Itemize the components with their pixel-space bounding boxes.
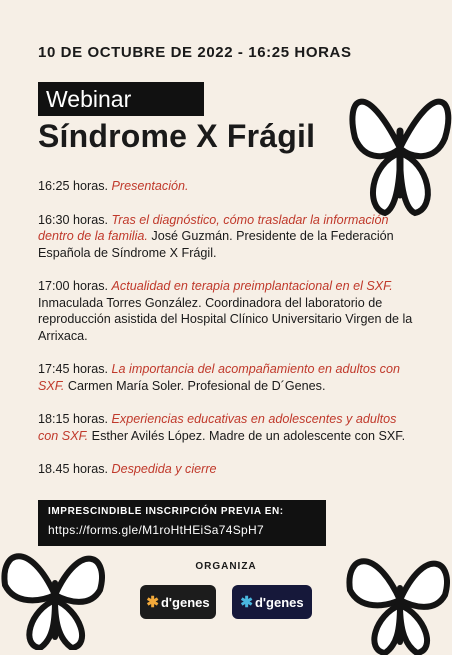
dgenes-xfragil-logo-icon: ✱ — [240, 594, 253, 611]
agenda-item — [38, 461, 418, 478]
agenda-item — [38, 361, 418, 394]
agenda-item — [38, 411, 418, 444]
agenda-time: 17:45 horas. — [38, 362, 109, 376]
agenda-time: 18.45 horas. — [38, 462, 109, 476]
agenda-item — [38, 212, 418, 262]
signup-box — [38, 500, 326, 546]
page-title: Síndrome X Frágil — [38, 118, 316, 154]
agenda-time: 18:15 horas. — [38, 412, 109, 426]
organiza-heading: ORGANIZA — [195, 561, 257, 572]
dgenes-logo-icon: ✱ — [146, 594, 159, 611]
signup-link[interactable]: https://forms.gle/M1roHtHEiSa74SpH7 — [48, 523, 264, 537]
dgenes-xfragil-logo — [232, 585, 312, 619]
logo-text: d'genes — [254, 594, 304, 610]
agenda-item — [38, 178, 418, 195]
dgenes-logo — [140, 585, 216, 619]
event-date: 10 DE OCTUBRE DE 2022 - 16:25 HORAS — [38, 44, 352, 61]
agenda-topic: Actualidad en terapia preimplantacional en el SXF. — [111, 279, 393, 293]
agenda-topic: Despedida y cierre — [111, 462, 217, 476]
webinar-label: Webinar — [38, 82, 204, 116]
agenda-topic: La importancia del acompañamiento en adultos con SXF. — [38, 362, 400, 393]
agenda-list — [38, 178, 418, 495]
agenda-topic: Experiencias educativas en adolescentes y adultos con SXF. — [38, 412, 397, 443]
agenda-detail: Carmen María Soler. Profesional de D´Genes. — [67, 378, 326, 393]
agenda-item — [38, 278, 418, 344]
agenda-time: 16:30 horas. — [38, 212, 109, 227]
agenda-detail: Inmaculada Torres González. Coordinadora del laboratorio de reproducción asistida del Hospital Clínico Universitario Virgen de la Arrixaca. — [38, 295, 413, 343]
agenda-topic: Presentación. — [111, 179, 189, 193]
logo-text: d'genes — [160, 594, 210, 610]
signup-label: IMPRESCINDIBLE INSCRIPCIÓN PREVIA EN: — [48, 506, 284, 517]
agenda-detail: José Guzmán. Presidente de la Federación Española de Síndrome X Frágil. — [38, 229, 394, 260]
agenda-detail: Esther Avilés López. Madre de un adolescente con SXF. — [91, 428, 406, 443]
agenda-time: 16:25 horas. — [38, 179, 109, 193]
agenda-time: 17:00 horas. — [38, 279, 109, 293]
agenda-topic: Tras el diagnóstico, cómo trasladar la información dentro de la familia. — [38, 212, 389, 243]
butterfly-bottom-left-icon — [0, 540, 110, 650]
